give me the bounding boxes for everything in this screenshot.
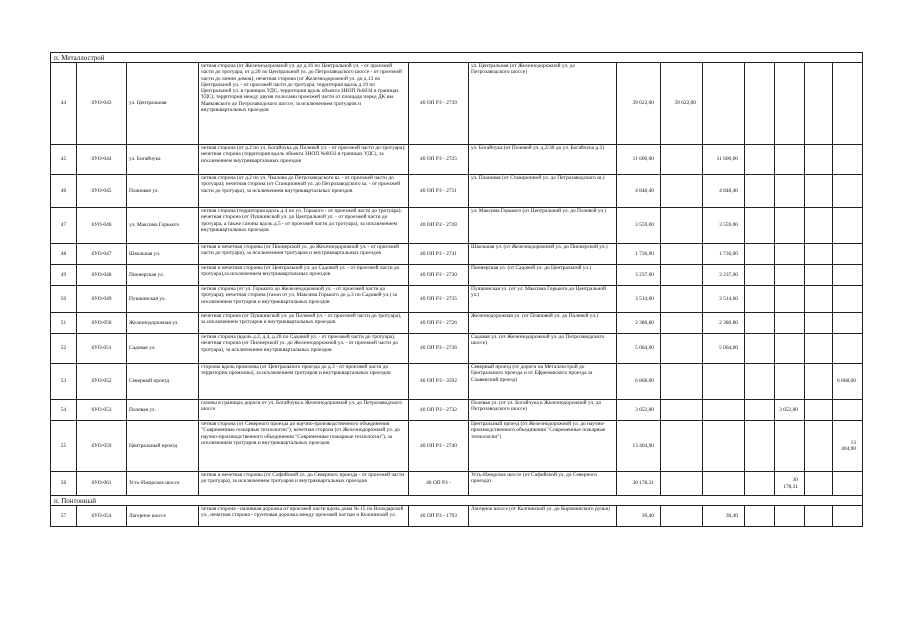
road-section: Центральный проезд (от Железнодорожной ул. до научно-производственного объединения "Современные пожарные технологии") xyxy=(469,421,617,472)
area-value: 3 237,00 xyxy=(703,265,745,286)
road-registry-number: 40 ОП РЗ - 2731 xyxy=(409,175,469,208)
road-section: Северный проезд (от дороги на Металлострой до Центрального проезда и от Ефремовского проезда за Славянский проезд) xyxy=(469,364,617,400)
area-value xyxy=(775,244,805,265)
document-page xyxy=(50,52,862,527)
row-number: 44 xyxy=(51,63,77,145)
object-code: 6УО-049 xyxy=(77,286,127,313)
table-row xyxy=(51,145,863,175)
area-value xyxy=(661,364,703,400)
road-registry-number: 40 ОП РЗ - 2735 xyxy=(409,286,469,313)
area-value xyxy=(775,421,805,472)
area-value: 2 380,80 xyxy=(703,313,745,334)
road-registry-number: 40 ОП РЗ - 2732 xyxy=(409,400,469,421)
road-section: Лагерное шоссе (от Колпинской ул. до Корчминского ручья) xyxy=(469,506,617,527)
road-registry-number: 40 ОП РЗ - xyxy=(409,472,469,496)
object-code: 6УО-048 xyxy=(77,265,127,286)
area-value xyxy=(661,145,703,175)
area-value xyxy=(833,313,863,334)
area-value xyxy=(703,421,745,472)
boundary-description: четная сторона - наливная дорожка от проезжей части вдоль дома № 15 по Володарской ул., нечетная сторона - грунтовая дорожка между проезжей частью и Колпинской ул. xyxy=(199,506,409,527)
area-value xyxy=(775,175,805,208)
table-row xyxy=(51,313,863,334)
boundary-description: четная сторона (от д.2 по ул. Богайчука до Полевой ул. - от проезжей части до тротуара); нечетная сторона (территория вдоль объекта ЗНОП №6033 в границах УДС), за исключением внутриквартальных проездов xyxy=(199,145,409,175)
area-value xyxy=(745,145,775,175)
area-value xyxy=(745,265,775,286)
road-section: ул. Богайчука (от Полевой ул. д.2/30 до ул. Богайчука д.2) xyxy=(469,145,617,175)
area-value: 6 868,00 xyxy=(617,364,661,400)
section-header xyxy=(51,496,863,506)
area-value xyxy=(703,472,745,496)
object-code: 6УО-054 xyxy=(77,506,127,527)
row-number: 49 xyxy=(51,265,77,286)
area-value xyxy=(745,175,775,208)
area-value: 4 848,40 xyxy=(703,175,745,208)
area-value xyxy=(833,145,863,175)
area-value xyxy=(775,265,805,286)
boundary-description: четная сторона (от Железнодорожной ул. до д.16 по Центральной ул. - от проезжей части до тротуара, от д.20 по Центральной ул. до Петрозаводского шоссе - от проезжей части до линии домов); нечетная сторона (от Железнодорожной ул. до д.13 по Центральной ул. - от проезжей части до тротуара, территория вдоль д.19 по Центральной ул. в границах УДС, территория вдоль объекта ЗНОП №6034 в границах УДС), территория между двумя полосами проезжей части от площади перед ДК им. Маяковского до Петрозаводского шоссе, за исключением тротуаров и внутриквартальных проездов xyxy=(199,63,409,145)
area-value: 30,40 xyxy=(703,506,745,527)
object-code: 6УО-059 xyxy=(77,421,127,472)
road-section: Пушкинская ул. (от ул. Максима Горького до Центральной ул.) xyxy=(469,286,617,313)
boundary-description: стороны вдоль промзоны (от Центрального проезда до д.3 - от проезжей части до территории промзоны), за исключением тротуаров и внутриквартальных проездов xyxy=(199,364,409,400)
area-value xyxy=(833,506,863,527)
area-value: 5 064,00 xyxy=(617,334,661,364)
street-name: ул. Центральная xyxy=(127,63,199,145)
area-value xyxy=(805,265,833,286)
object-code: 6УО-044 xyxy=(77,145,127,175)
boundary-description: четная и нечетная стороны (от Пионерской ул. до Железнодорожной ул. - от проезжей части до тротуара), за исключением тротуаров и внутриквартальных проездов xyxy=(199,244,409,265)
area-value: 3 559,00 xyxy=(617,208,661,244)
object-code: 6УО-047 xyxy=(77,244,127,265)
area-value xyxy=(805,506,833,527)
row-number: 48 xyxy=(51,244,77,265)
row-number: 53 xyxy=(51,364,77,400)
area-value: 11 600,00 xyxy=(617,145,661,175)
area-value: 13 404,90 xyxy=(617,421,661,472)
area-value: 13 404,90 xyxy=(833,421,863,472)
area-value: 3 652,00 xyxy=(617,400,661,421)
road-registry-number: 40 ОП РЗ - 2740 xyxy=(409,421,469,472)
area-value xyxy=(661,265,703,286)
area-value: 5 064,00 xyxy=(703,334,745,364)
boundary-description: четная и нечетная стороны (от Центральной ул. до Садовой ул. - от проезжей части до тротуара),за исключением внутриквартальных проездов xyxy=(199,265,409,286)
area-value: 11 600,00 xyxy=(703,145,745,175)
row-number: 52 xyxy=(51,334,77,364)
road-section: Полевая ул. (от ул. Богайчука к Железнодорожной ул. до Петрозаводского шоссе) xyxy=(469,400,617,421)
area-value xyxy=(833,175,863,208)
street-name: Усть-Ижорское шоссе xyxy=(127,472,199,496)
area-value xyxy=(833,472,863,496)
area-value xyxy=(661,334,703,364)
area-value xyxy=(745,364,775,400)
road-section: ул. Центральная (от Железнодорожной ул. до Петрозаводского шоссе) xyxy=(469,63,617,145)
area-value xyxy=(703,400,745,421)
table-row xyxy=(51,286,863,313)
area-value xyxy=(745,400,775,421)
table-row xyxy=(51,421,863,472)
area-value xyxy=(775,313,805,334)
row-number: 56 xyxy=(51,472,77,496)
area-value xyxy=(775,63,805,145)
object-code: 6УО-052 xyxy=(77,364,127,400)
row-number: 54 xyxy=(51,400,77,421)
boundary-description: газоны в границах дороги от ул. Богайчука к Железнодорожной ул. до Петрозаводского шоссе xyxy=(199,400,409,421)
area-value xyxy=(745,63,775,145)
road-section: Садовая ул. (от Железнодорожной ул. до Петрозаводского шоссе) xyxy=(469,334,617,364)
area-value xyxy=(805,175,833,208)
object-code: 6УО-053 xyxy=(77,400,127,421)
area-value xyxy=(775,286,805,313)
area-value xyxy=(703,364,745,400)
road-registry-number: 40 ОП РЗ - 1793 xyxy=(409,506,469,527)
street-name: Школьная ул. xyxy=(127,244,199,265)
table-row xyxy=(51,506,863,527)
table-body xyxy=(51,53,863,527)
area-value xyxy=(745,472,775,496)
row-number: 45 xyxy=(51,145,77,175)
area-value xyxy=(661,421,703,472)
table-row xyxy=(51,334,863,364)
road-registry-number: 40 ОП РЗ - 2725 xyxy=(409,145,469,175)
area-value xyxy=(661,286,703,313)
row-number: 46 xyxy=(51,175,77,208)
area-value: 6 868,00 xyxy=(833,364,863,400)
table-row xyxy=(51,265,863,286)
area-value xyxy=(745,506,775,527)
boundary-description: четная сторона (от ул. Горького до Железнодорожной ул. - от проезжей части до тротуара); нечетная сторона (газон от ул. Максима Горького до д.3 по Садовой ул.) за исключением тротуаров и внутриквартальных проездов xyxy=(199,286,409,313)
area-value xyxy=(661,208,703,244)
street-name: ул. Максима Горького xyxy=(127,208,199,244)
object-code: 6УО-061 xyxy=(77,472,127,496)
street-name: Железнодорожная ул. xyxy=(127,313,199,334)
road-registry-number: 40 ОП РЗ - 2739 xyxy=(409,63,469,145)
object-code: 6УО-050 xyxy=(77,313,127,334)
boundary-description: четная и нечетная стороны (от Софийской ул. до Северного проезда - от проезжей части до тротуара), за исключением тротуаров и внутриквартальных проездов xyxy=(199,472,409,496)
road-section: ул. Максима Горького (от Центральной ул. до Полевой ул.) xyxy=(469,208,617,244)
object-table xyxy=(50,52,863,527)
road-section: ул. Плановая (от Станционной ул. до Петрозаводского ш.) xyxy=(469,175,617,208)
area-value: 2 380,80 xyxy=(617,313,661,334)
area-value xyxy=(775,506,805,527)
area-value: 1 736,00 xyxy=(703,244,745,265)
table-row xyxy=(51,364,863,400)
table-row xyxy=(51,63,863,145)
area-value xyxy=(745,334,775,364)
street-name: Пушкинская ул. xyxy=(127,286,199,313)
area-value: 39 622,00 xyxy=(661,63,703,145)
road-section: Железнодорожная ул. (от Плановой ул. до Полевой ул.) xyxy=(469,313,617,334)
area-value xyxy=(745,421,775,472)
area-value xyxy=(805,63,833,145)
road-registry-number: 40 ОП РЗ - 3592 xyxy=(409,364,469,400)
area-value xyxy=(661,313,703,334)
area-value xyxy=(775,208,805,244)
road-section: Усть-Ижорское шоссе (от Софийской ул. до Северного проезда) xyxy=(469,472,617,496)
area-value xyxy=(805,421,833,472)
section-header xyxy=(51,53,863,63)
area-value: 3 514,00 xyxy=(617,286,661,313)
street-name: Пионерская ул. xyxy=(127,265,199,286)
area-value: 30 178,31 xyxy=(617,472,661,496)
area-value xyxy=(833,244,863,265)
area-value: 3 514,00 xyxy=(703,286,745,313)
table-row xyxy=(51,208,863,244)
row-number: 55 xyxy=(51,421,77,472)
street-name: Полевая ул. xyxy=(127,400,199,421)
area-value xyxy=(805,208,833,244)
area-value xyxy=(661,244,703,265)
street-name: Садовая ул. xyxy=(127,334,199,364)
table-row xyxy=(51,400,863,421)
area-value xyxy=(833,334,863,364)
area-value: 30 178,31 xyxy=(775,472,805,496)
road-registry-number: 40 ОП РЗ - 2736 xyxy=(409,334,469,364)
area-value xyxy=(775,364,805,400)
area-value xyxy=(833,265,863,286)
road-section: Школьная ул. (от Железнодорожной ул. до Пионерской ул.) xyxy=(469,244,617,265)
row-number: 47 xyxy=(51,208,77,244)
area-value xyxy=(833,208,863,244)
area-value xyxy=(805,313,833,334)
boundary-description: нечетная сторона (от Пушкинской ул. до Полевой ул. - от проезжей части до тротуара), за исключением тротуаров и внутриквартальных проездов xyxy=(199,313,409,334)
road-registry-number: 40 ОП РЗ - 2730 xyxy=(409,265,469,286)
object-code: 6УО-045 xyxy=(77,175,127,208)
area-value xyxy=(661,506,703,527)
road-registry-number: 40 ОП РЗ - 2728 xyxy=(409,208,469,244)
area-value xyxy=(805,244,833,265)
section-title: п. Понтонный xyxy=(51,496,863,506)
row-number: 50 xyxy=(51,286,77,313)
area-value xyxy=(745,286,775,313)
area-value: 3 652,00 xyxy=(775,400,805,421)
road-registry-number: 40 ОП РЗ - 2726 xyxy=(409,313,469,334)
area-value xyxy=(745,208,775,244)
boundary-description: четная сторона (от Северного проезда до научно-производственного объединения "Современные пожарные технологии"), нечетная сторона (от Железнодорожной ул. до научно-производственного объединения "Современные пожарные технологии"), за исключением тротуаров и внутриквартальных проездов xyxy=(199,421,409,472)
road-registry-number: 40 ОП РЗ - 2741 xyxy=(409,244,469,265)
object-code: 6УО-051 xyxy=(77,334,127,364)
table-row xyxy=(51,175,863,208)
area-value: 30,40 xyxy=(617,506,661,527)
area-value xyxy=(775,334,805,364)
street-name: Центральный проезд xyxy=(127,421,199,472)
area-value xyxy=(775,145,805,175)
area-value xyxy=(703,63,745,145)
area-value: 4 848,40 xyxy=(617,175,661,208)
row-number: 57 xyxy=(51,506,77,527)
area-value: 1 736,00 xyxy=(617,244,661,265)
area-value xyxy=(661,175,703,208)
area-value xyxy=(661,400,703,421)
area-value: 3 237,00 xyxy=(617,265,661,286)
table-row xyxy=(51,244,863,265)
area-value: 3 559,00 xyxy=(703,208,745,244)
table-row xyxy=(51,472,863,496)
area-value xyxy=(833,400,863,421)
boundary-description: четная сторона (от д.2 по ул. Чкалова до Петрозаводского ш. - от проезжей части до тротуара); нечетная сторона (от Станционной ул. до Петрозаводского ш. - от проезжей части до тротуара), за исключением внутриквартальных проездов xyxy=(199,175,409,208)
row-number: 51 xyxy=(51,313,77,334)
area-value xyxy=(805,472,833,496)
area-value xyxy=(805,334,833,364)
area-value xyxy=(833,63,863,145)
area-value xyxy=(833,286,863,313)
street-name: Плановая ул. xyxy=(127,175,199,208)
area-value xyxy=(805,400,833,421)
area-value xyxy=(661,472,703,496)
boundary-description: четная сторона (вдоль д.2, д.4, д.20 по Садовой ул. - от проезжей части до тротуара), нечетная сторона (от Пионерской ул. до Железнодорожной ул. - от проезжей части до тротуара), за исключением внутриквартальных проездов xyxy=(199,334,409,364)
object-code: 6УО-043 xyxy=(77,63,127,145)
area-value: 39 622,00 xyxy=(617,63,661,145)
street-name: Северный проезд xyxy=(127,364,199,400)
road-section: Пионерская ул. (от Садовой ул. до Центральной ул.) xyxy=(469,265,617,286)
street-name: Лагерное шоссе xyxy=(127,506,199,527)
section-title: п. Металлострой xyxy=(51,53,863,63)
area-value xyxy=(805,145,833,175)
area-value xyxy=(745,313,775,334)
street-name: ул. Богайчука xyxy=(127,145,199,175)
area-value xyxy=(805,364,833,400)
area-value xyxy=(805,286,833,313)
area-value xyxy=(745,244,775,265)
object-code: 6УО-046 xyxy=(77,208,127,244)
boundary-description: четная сторона (территория вдоль д.4 по ул. Горького - от проезжей части до тротуара); нечетная сторона (от Пушкинской ул. до Центральной ул. - от проезжей части до тротуара, а также газоны вдоль д.5 - от проезжей части до тротуара), за исключением внутриквартальных проездов xyxy=(199,208,409,244)
